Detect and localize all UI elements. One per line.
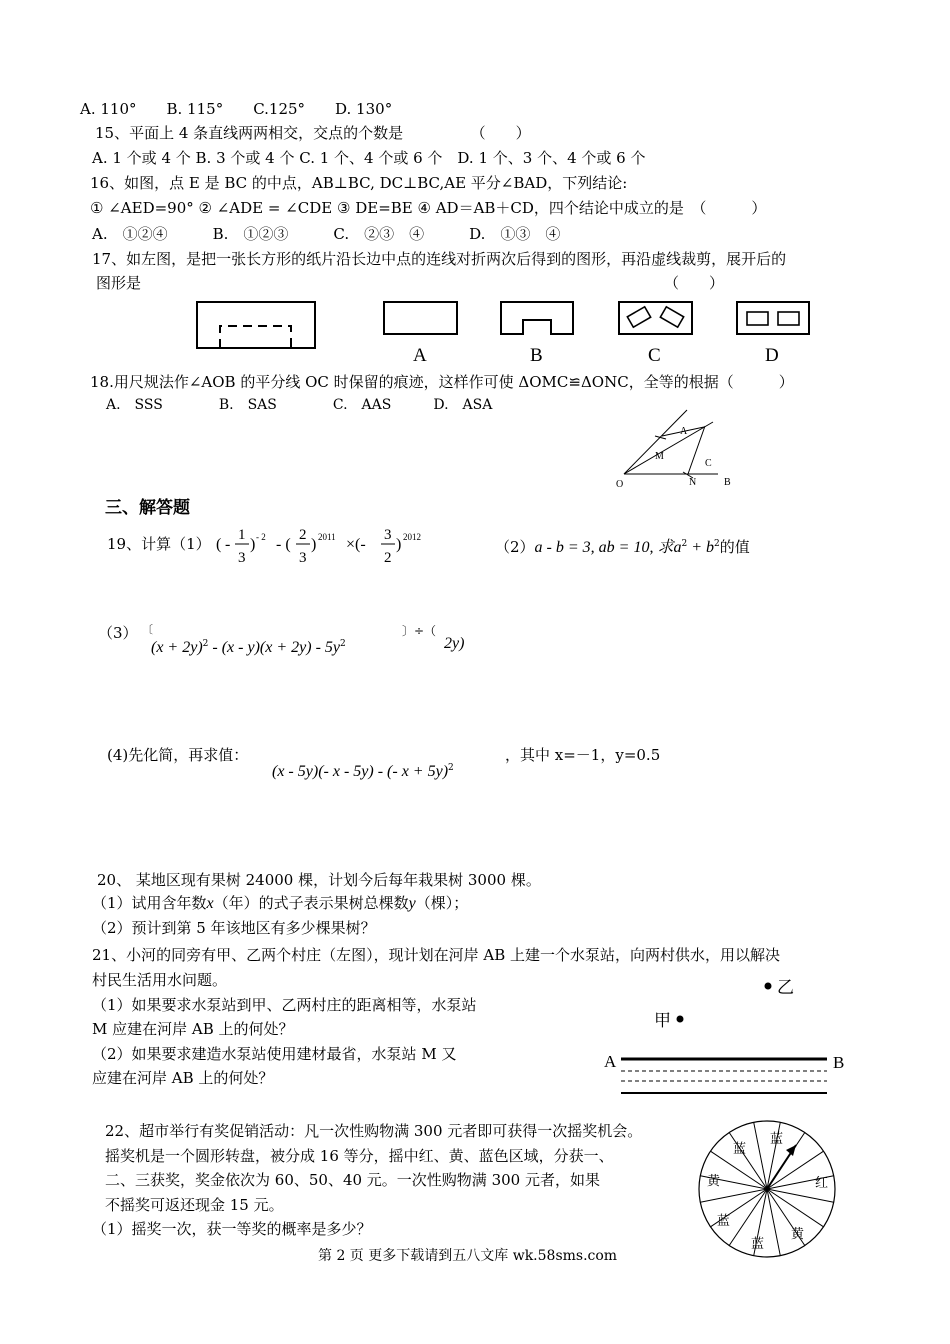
q21-line1: 21、小河的同旁有甲、乙两个村庄（左图），现计划在河岸 AB 上建一个水泵站，向两村供水，用以解决	[92, 946, 780, 964]
q21-line6: 应建在河岸 AB 上的何处？	[92, 1069, 274, 1087]
q21-line2: 村民生活用水问题。	[92, 971, 228, 989]
svg-text:(: (	[216, 536, 222, 553]
q20-stem: 20、 某地区现有果树 24000 棵，计划今后每年栽果树 3000 棵。	[97, 871, 541, 889]
q18-label-c: C	[705, 458, 712, 469]
q18-label-b: B	[724, 477, 731, 488]
q22-line4: 不摇奖可返还现金 15 元。	[105, 1196, 284, 1214]
q19-p3-rb: 〕÷（	[402, 624, 437, 638]
q19-p1-f2n: 2	[299, 527, 307, 543]
q22-sector-lan-3: 蓝	[717, 1213, 731, 1228]
q17-stem-line1: 17、如左图，是把一张长方形的纸片沿长边中点的连线对折两次后得到的图形，再沿虚线裁剪，展开后的	[92, 250, 787, 268]
svg-text:): )	[396, 536, 402, 553]
svg-text:- (: - (	[276, 536, 291, 553]
q20-p1c: （棵）；	[415, 894, 469, 912]
q20-p1y: y	[408, 895, 416, 912]
q19-p3-s1: 2	[202, 639, 209, 649]
q17-label-b: B	[530, 345, 543, 366]
q18-label-a: A	[680, 426, 688, 437]
q19-p3-label: （3）	[98, 624, 138, 642]
q22-line3: 二、三获奖，奖金依次为 60、50、40 元。一次性购物满 300 元者，如果	[105, 1171, 600, 1189]
q20-p1x: x	[206, 895, 214, 912]
q21-line5: （2）如果要求建造水泵站使用建材最省，水泵站 M 又	[92, 1045, 457, 1063]
q19-p2-label: （2）	[495, 538, 535, 556]
q20-p1a: （1）试用含年数	[92, 894, 207, 912]
q19-p3-lb: 〔	[142, 623, 153, 636]
q19-p2-tail: 的值	[719, 538, 750, 556]
q19-p4-s: 2	[448, 763, 454, 773]
q19-p2-plus: + b	[687, 539, 715, 556]
section3-title: 三、解答题	[105, 498, 190, 518]
q19-p1-times: ×(-	[346, 536, 366, 553]
q19-p2-sup2: 2	[714, 539, 720, 549]
q21-label-yi: 乙	[777, 978, 794, 997]
q22-line2: 摇奖机是一个圆形转盘，被分成 16 等分，摇中红、黄、蓝色区域，分获一、	[105, 1147, 614, 1165]
q18-options: A. SSS B. SAS C. AAS D. ASA	[106, 397, 493, 413]
q14-options: A. 110° B. 115° C.125° D. 130°	[80, 100, 393, 118]
q16-stem: 16、如图，点 E 是 BC 的中点，AB⊥BC, DC⊥BC,AE 平分∠BAD，下列结论:	[90, 174, 628, 192]
q22-line1: 22、超市举行有奖促销活动：凡一次性购物满 300 元者即可获得一次摇奖机会。	[105, 1122, 643, 1140]
q19-p3-s2: 2	[340, 639, 346, 649]
q19-p1-f3d: 2	[384, 550, 392, 566]
q22-sector-huang-2: 黄	[791, 1226, 805, 1241]
q17-stem-line2: 图形是	[96, 274, 142, 292]
q18-label-o: O	[616, 479, 624, 490]
q19-p1-e1: - 2	[256, 532, 266, 542]
q19-p4-expr: (x - 5y)(- x - 5y) - (- x + 5y)	[272, 763, 449, 780]
q21-label-a: A	[604, 1052, 617, 1071]
q22-sector-lan-1: 蓝	[733, 1141, 747, 1156]
svg-text:): )	[311, 536, 317, 553]
q22-sector-hong: 红	[815, 1175, 829, 1190]
q19-p1-f3n: 3	[384, 527, 392, 543]
q21-line4: M 应建在河岸 AB 上的何处？	[92, 1020, 294, 1038]
q16-options: A. ①②④ B. ①②③ C. ②③ ④ D. ①③ ④	[92, 225, 561, 243]
q20-part2: （2）预计到第 5 年该地区有多少棵果树？	[92, 919, 376, 937]
q15-stem: 15、平面上 4 条直线两两相交，交点的个数是 （ ）	[95, 124, 531, 142]
q21-label-jia: 甲	[654, 1011, 671, 1030]
q18-label-n: N	[689, 477, 697, 488]
q17-bracket: （ ）	[664, 274, 725, 292]
q22-sector-lan-4: 蓝	[751, 1236, 765, 1251]
q19-p4-tail: ，其中 x=－1，y=0.5	[505, 746, 661, 764]
q18-label-m: M	[655, 451, 664, 462]
q19-p1-f1n: 1	[238, 527, 246, 543]
q21-line3: （1）如果要求水泵站到甲、乙两村庄的距离相等，水泵站	[92, 996, 477, 1014]
q21-label-b: B	[833, 1053, 845, 1072]
q19-p1-f1d: 3	[238, 550, 246, 566]
q19-p1-e2: 2011	[318, 532, 336, 542]
q19-p1-e3: 2012	[403, 532, 421, 542]
q22-line5: （1）摇奖一次，获一等奖的概率是多少？	[92, 1220, 372, 1238]
q19-p3-expr: (x + 2y)	[151, 639, 203, 656]
q15-options: A. 1 个或 4 个 B. 3 个或 4 个 C. 1 个、4 个或 6 个 D. 1 个、3 个、4 个或 6 个	[92, 149, 646, 167]
q19-p1-minus: -	[225, 536, 231, 553]
q18-stem: 18.用尺规法作∠AOB 的平分线 OC 时保留的痕迹，这样作可使 ΔOMC≌ΔONC，全等的根据（ ）	[90, 373, 794, 391]
q17-label-d: D	[765, 345, 779, 366]
page-footer: 第 2 页 更多下载请到五八文库 wk.58sms.com	[318, 1248, 618, 1264]
q19-stem: 19、计算（1）	[107, 535, 211, 553]
q20-p1b: （年）的式子表示果树总棵数	[213, 894, 409, 912]
q19-p3-div: 2y)	[444, 635, 465, 652]
q16-conclusions: ① ∠AED=90° ② ∠ADE = ∠CDE ③ DE=BE ④ AD＝AB＋CD，四个结论中成立的是 （ ）	[90, 199, 767, 217]
q22-sector-lan-2: 蓝	[770, 1131, 784, 1146]
q17-label-c: C	[648, 345, 661, 366]
q19-p2-expr: a - b = 3, ab = 10, 求a	[534, 539, 682, 556]
q19-p3-mid: - (x - y)(x + 2y) - 5y	[208, 639, 340, 656]
q19-p2-sup1: 2	[681, 539, 688, 549]
q22-sector-huang-1: 黄	[707, 1173, 721, 1188]
q17-label-a: A	[413, 345, 427, 366]
q19-p1-f2d: 3	[299, 550, 307, 566]
q19-p4-label: (4)先化简，再求值：	[107, 746, 249, 764]
svg-text:): )	[250, 536, 256, 553]
